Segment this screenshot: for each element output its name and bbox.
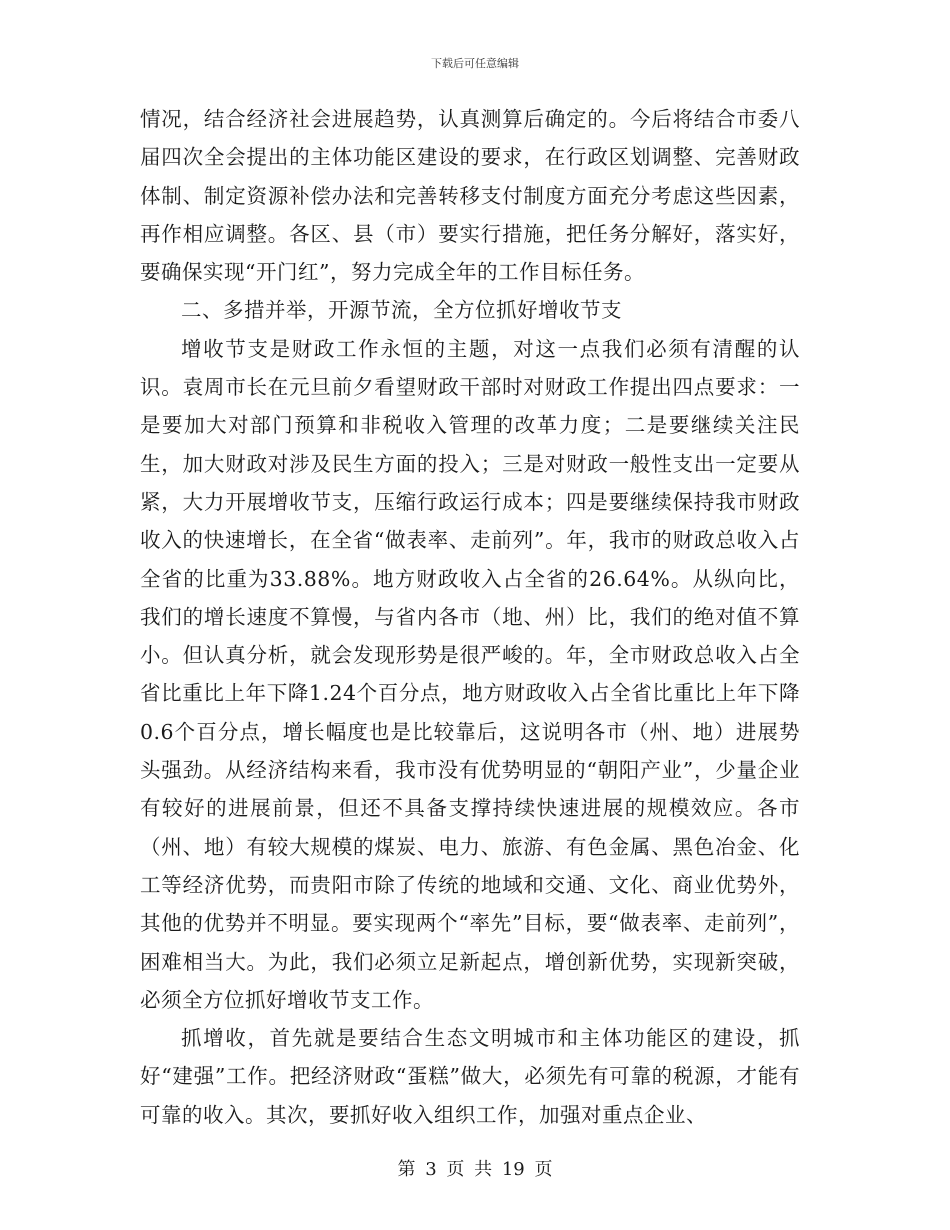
page-header: 下载后可任意编辑 xyxy=(431,57,519,70)
page-footer: 第 3 页 共 19 页 xyxy=(397,1159,553,1180)
section-heading: 二、多措并举，开源节流，全方位抓好增收节支 xyxy=(181,298,622,323)
paragraph: 抓增收，首先就是要结合生态文明城市和主体功能区的建设，抓好“建强”工作。把经济财政“蛋糕”做大，必须先有可靠的税源，才能有可靠的收入。其次，要抓好收入组织工作，加强对重点企业、 xyxy=(140,1026,800,1127)
paragraph-continuation: 情况，结合经济社会进展趋势，认真测算后确定的。今后将结合市委八届四次全会提出的主体功能区建设的要求，在行政区划调整、完善财政体制、制定资源补偿办法和完善转移支付制度方面充分考虑这些因素，再作相应调整。各区、县（市）要实行措施，把任务分解好，落实好，要确保实现“开门红”，努力完成全年的工作目标任务。 xyxy=(140,107,800,285)
paragraph: 增收节支是财政工作永恒的主题，对这一点我们必须有清醒的认识。袁周市长在元旦前夕看望财政干部时对财政工作提出四点要求：一是要加大对部门预算和非税收入管理的改革力度；二是要继续关注民生，加大财政对涉及民生方面的投入；三是对财政一般性支出一定要从紧，大力开展增收节支，压缩行政运行成本；四是要继续保持我市财政收入的快速增长，在全省“做表率、走前列”。年，我市的财政总收入占全省的比重为33.88%。地方财政收入占全省的26.64%。从纵向比，我们的增长速度不算慢，与省内各市（地、州）比，我们的绝对值不算小。但认真分析，就会发现形势是很严峻的。年，全市财政总收入占全省比重比上年下降1.24个百分点，地方财政收入占全省比重比上年下降0.6个百分点，增长幅度也是比较靠后，这说明各市（州、地）进展势头强劲。从经济结构来看，我市没有优势明显的“朝阳产业”，少量企业有较好的进展前景，但还不具备支撑持续快速进展的规模效应。各市（州、地）有较大规模的煤炭、电力、旅游、有色金属、黑色冶金、化工等经济优势，而贵阳市除了传统的地域和交通、文化、商业优势外，其他的优势并不明显。要实现两个“率先”目标，要“做表率、走前列”，困难相当大。为此，我们必须立足新起点，增创新优势，实现新突破，必须全方位抓好增收节支工作。 xyxy=(140,336,800,1012)
document-body xyxy=(140,100,800,1134)
